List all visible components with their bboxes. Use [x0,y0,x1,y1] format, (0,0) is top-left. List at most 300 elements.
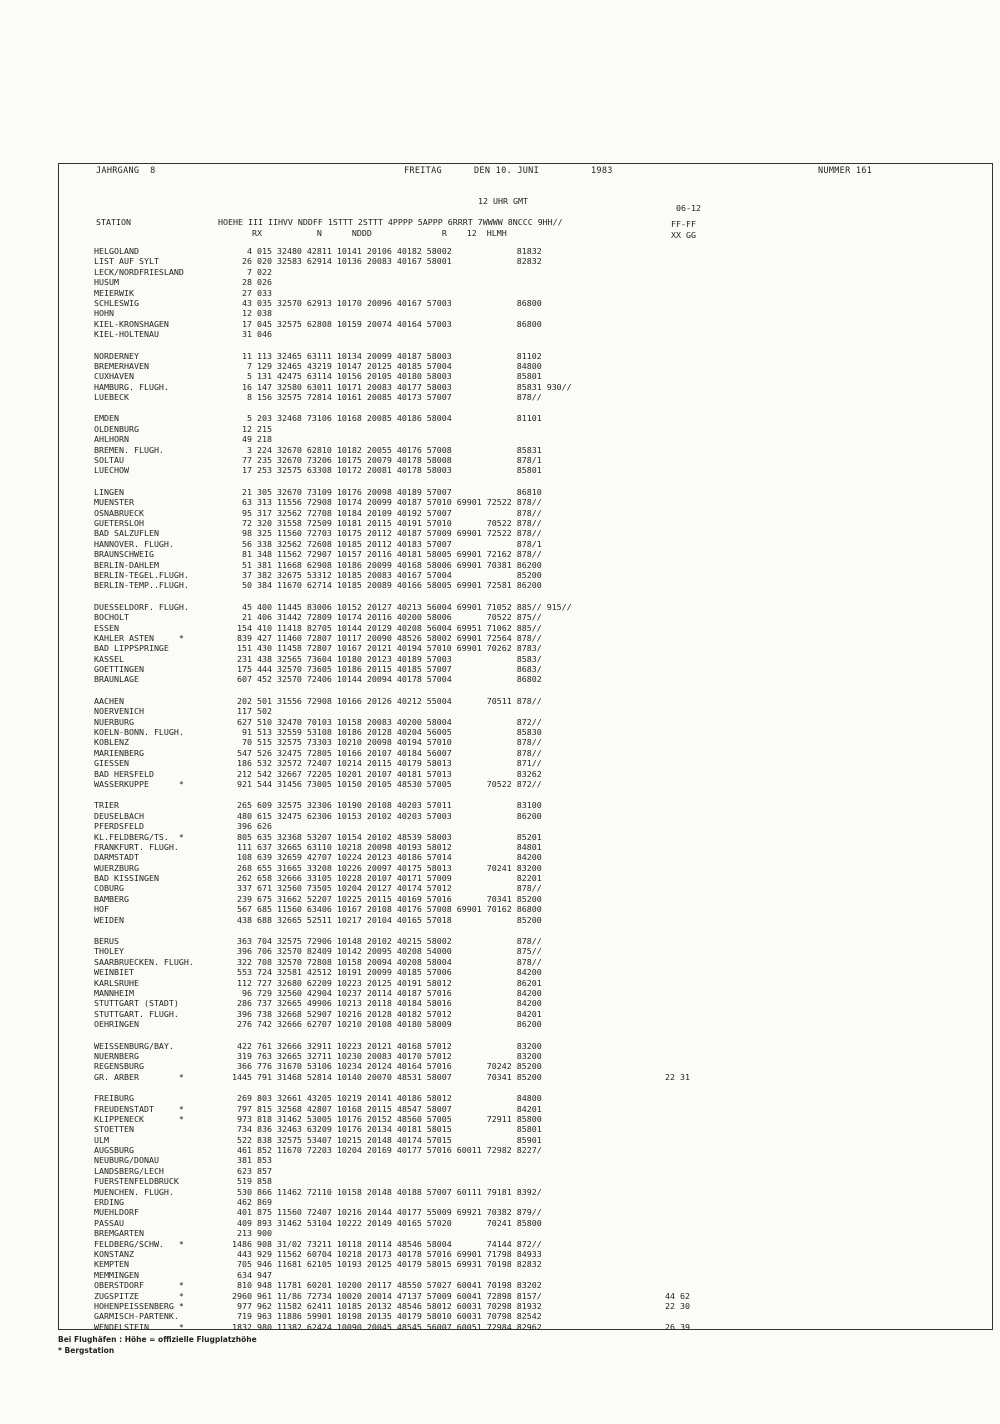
station-data: 1832 980 11382 62424 10090 20045 48545 56007 60051 72984 82962 [232,1321,542,1332]
station-extra: 22 30 [665,1300,690,1311]
extra-column-subheader: XX GG [671,230,696,240]
station-extra [665,967,690,977]
station-name: BERLIN-TEMP..FLUGH. [94,580,189,591]
station-data: 719 963 11886 59901 10198 20135 40179 58010 60031 70798 82542 [232,1311,542,1322]
station-data: 553 724 32581 42512 10191 20099 40185 57006 84200 [232,967,542,978]
station-name: BERLIN-TEGEL.FLUGH. [94,569,189,580]
station-data: 17 045 32575 62808 10159 20074 40164 57003 86800 [232,318,542,329]
station-extra [665,267,690,277]
station-extra [665,1041,690,1051]
station-name: LINGEN [94,486,124,497]
station-extra [665,497,690,507]
extra-time: 06-12 [676,203,701,213]
station-extra [665,371,690,381]
station-extra [665,883,690,893]
station-extra [665,1259,690,1269]
station-name: MEIERWIK [94,287,134,298]
station-name: BERUS [94,936,119,947]
station-name: GOETTINGEN [94,664,144,675]
station-data: 108 639 32659 42707 10224 20123 40186 57014 84200 [232,852,542,863]
station-column [94,246,194,1332]
date-label: DEN 10. JUNI [474,166,540,176]
station-name: HOF [94,904,109,915]
station-name: SCHLESWIG [94,297,139,308]
station-extra [665,832,690,842]
station-name: FELDBERG/SCHW. * [94,1238,184,1249]
station-extra [665,800,690,810]
station-data: 363 704 32575 72906 10148 20102 40215 58002 878// [232,936,542,947]
station-extra [665,664,690,674]
station-name: OLDENBURG [94,423,139,434]
station-name: ESSEN [94,622,119,633]
station-name: HAMBURG. FLUGH. [94,381,169,392]
station-name: STOETTEN [94,1124,134,1135]
station-extra [665,842,690,852]
station-name: BREMGARTEN [94,1228,144,1239]
station-data: 117 502 [232,706,272,717]
station-data: 96 729 32560 42904 10237 20114 40187 57016 84200 [232,988,542,998]
station-name: AACHEN [94,695,124,706]
station-data: 268 655 31665 33208 10226 20097 40175 58013 70241 83200 [232,862,542,873]
station-data: 43 035 32570 62913 10170 20096 40167 57003 86800 [232,297,542,308]
station-name: FUERSTENFELDBRUCK [94,1176,179,1187]
station-extra [665,329,690,339]
station-name: STUTTGART. FLUGH. [94,1008,179,1019]
station-data: 50 384 11670 62714 10185 20089 40166 58005 69901 72581 86200 [232,580,542,591]
station-extra [665,957,690,967]
station-extra [665,246,690,256]
station-name: LUEBECK [94,392,129,403]
station-extra [665,1228,690,1238]
station-name: HANNOVER. FLUGH. [94,538,174,549]
station-name: KASSEL [94,653,124,664]
station-extra [665,623,690,633]
station-extra [665,298,690,308]
station-name: WEISSENBURG/BAY. [94,1040,174,1051]
station-data: 337 671 32560 73505 10204 20127 40174 57012 878// [232,883,542,894]
station-name: DEUSELBACH [94,810,144,821]
station-name: MARIENBERG [94,747,144,758]
station-extra [665,1239,690,1249]
station-data: 56 338 32562 72608 10185 20112 40183 57007 878/1 [232,538,542,549]
station-name: BREMERHAVEN [94,360,149,371]
station-name: KL.FELDBERG/TS. * [94,831,184,842]
station-data: 262 658 32666 33105 10228 20107 40171 57009 82201 [232,873,542,884]
footnote-mountain-station: * Bergstation [58,1346,115,1355]
station-name: WEIDEN [94,914,124,925]
station-name: DARMSTADT [94,852,139,863]
station-data: 921 544 31456 73005 10150 20105 48530 57005 70522 872// [232,778,542,789]
station-name: OSNABRUECK [94,507,144,518]
station-data: 81 348 11562 72907 10157 20116 40181 58005 69901 72162 878// [232,549,542,560]
station-extra [665,1311,690,1321]
station-data: 396 706 32570 82409 10142 20095 40208 54000 875// [232,946,542,957]
station-extra [665,821,690,831]
station-extra [665,518,690,528]
station-name: NORDERNEY [94,350,139,361]
station-extra [665,361,690,371]
station-data: 480 615 32475 62306 10153 20102 40203 57003 86200 [232,810,542,821]
station-extra [665,308,690,318]
station-data: 839 427 11460 72807 10117 20090 48526 58002 69901 72564 878// [232,632,542,643]
station-data: 422 761 32666 32911 10223 20121 40168 57012 83200 [232,1040,542,1051]
station-name: BREMEN. FLUGH. [94,444,164,455]
station-extra [665,674,690,684]
station-name: FREIBURG [94,1093,134,1104]
station-extra [665,758,690,768]
station-extra [665,1197,690,1207]
station-name: GUETERSLOH [94,517,144,528]
station-extra [665,633,690,643]
station-data: 627 510 32470 70103 10158 20083 40200 58004 872// [232,716,542,727]
station-extra [665,256,690,266]
station-data: 3 224 32670 62810 10182 20055 40176 57008 85831 [232,444,542,455]
station-name: FRANKFURT. FLUGH. [94,841,179,852]
station-extra [665,717,690,727]
station-data: 213 900 [232,1228,272,1239]
station-name: BAD LIPPSPRINGE [94,643,169,654]
station-data: 202 501 31556 72908 10166 20126 40212 55004 70511 878// [232,695,542,706]
station-data: 27 033 [232,287,272,298]
station-name: BRAUNSCHWEIG [94,549,154,560]
station-data: 98 325 11560 72703 10175 20112 40187 57009 69901 72522 878// [232,528,542,539]
station-name: KEMPTEN [94,1259,129,1270]
station-extra [665,863,690,873]
station-extra [665,351,690,361]
station-data: 70 515 32575 73303 10210 20098 40194 57010 878// [232,737,542,748]
station-data: 21 305 32670 73109 10176 20098 40189 57007 86810 [232,486,542,497]
station-name: LECK/NORDFRIESLAND [94,266,184,277]
station-data: 231 438 32565 73604 10180 20123 40189 57003 8583/ [232,653,542,664]
station-extra [665,487,690,497]
station-extra: 44 62 [665,1290,690,1301]
station-name: MANNHEIM [94,988,134,998]
station-data: 21 406 31442 72809 10174 20116 40200 58006 70522 875// [232,612,542,623]
station-extra [665,528,690,538]
data-column [232,246,572,1332]
station-data: 319 763 32665 32711 10230 20083 40170 57012 83200 [232,1050,542,1061]
station-data: 269 803 32661 43205 10219 20141 40186 58012 84800 [232,1093,542,1104]
station-name: KIEL-KRONSHAGEN [94,318,169,329]
station-extra [665,894,690,904]
station-name: LANDSBERG/LECH [94,1165,164,1176]
station-data: 7 129 32465 43219 10147 20125 40185 57004 84800 [232,360,542,371]
station-name: WASSERKUPPE * [94,778,184,789]
station-extra [665,748,690,758]
station-extra [665,382,690,392]
station-data: 1445 791 31468 52814 10140 20070 48531 58007 70341 85200 [232,1071,542,1082]
station-name: HELGOLAND [94,246,139,256]
station-data: 276 742 32666 62707 10210 20108 40180 58009 86200 [232,1019,542,1030]
station-name: AUGSBURG [94,1145,134,1156]
station-extra [665,539,690,549]
station-name: AHLHORN [94,434,129,445]
station-extra [665,465,690,475]
station-extra [665,1104,690,1114]
station-extra [665,549,690,559]
station-name: BRAUNLAGE [94,674,139,685]
station-extra [665,873,690,883]
station-data: 45 400 11445 83006 10152 20127 40213 56004 69901 71052 885// 915// [232,601,572,612]
station-name: KIEL-HOLTENAU [94,329,159,340]
station-data: 396 626 [232,821,272,832]
station-name: KONSTANZ [94,1248,134,1259]
station-data: 4 015 32480 42811 10141 20106 40182 58002 81832 [232,246,542,256]
station-name: ULM [94,1134,109,1145]
station-data: 530 866 11462 72110 10158 20148 40188 57007 60111 79181 8392/ [232,1186,542,1197]
station-name: MUENSTER [94,497,134,508]
station-extra [665,852,690,862]
station-name: MUENCHEN. FLUGH. [94,1186,174,1197]
station-data: 438 688 32665 52511 10217 20104 40165 57018 85200 [232,914,542,925]
code-column-header: HOEHE III IIHVV NDDFF 1STTT 2STTT 4PPPP 5APPP 6RRRT 7WWWW 8NCCC 9HH// [218,217,563,227]
station-extra [665,654,690,664]
station-data: 11 113 32465 63111 10134 20099 40187 58003 81102 [232,350,542,361]
station-data: 186 532 32572 72407 10214 20115 40179 58013 871// [232,758,542,769]
station-extra [665,946,690,956]
station-extra [665,811,690,821]
code-column-subheader: RX N NDDD R 12 HLMH [252,228,507,238]
station-data: 95 317 32562 72708 10184 20109 40192 57007 878// [232,507,542,518]
station-extra [665,1135,690,1145]
station-data: 7 022 [232,266,272,277]
station-name: DUESSELDORF. FLUGH. [94,601,189,612]
station-name: OEHRINGEN [94,1019,139,1030]
station-name: THOLEY [94,946,124,957]
station-extra [665,602,690,612]
station-data: 151 430 11458 72807 10167 20121 40194 57010 69901 70262 8783/ [232,643,542,654]
station-name: COBURG [94,883,124,894]
station-extra [665,737,690,747]
station-data: 26 020 32583 62914 10136 20083 40167 58001 82832 [232,256,542,267]
weekday-label: FREITAG [404,166,442,176]
station-extra [665,643,690,653]
station-name: HOHENPEISSENBERG * [94,1300,184,1311]
station-data: 8 156 32575 72814 10161 20085 40173 57007 878// [232,392,542,403]
station-extra [665,1166,690,1176]
station-data: 461 852 11670 72203 10204 20169 40177 57016 60011 72982 8227/ [232,1145,542,1156]
station-data: 239 675 31662 52207 10225 20115 40169 57016 70341 85200 [232,893,542,904]
station-data: 443 929 11562 60704 10218 20173 40178 57016 69901 71798 84933 [232,1248,542,1259]
station-data: 17 253 32575 63308 10172 20081 40178 58003 85801 [232,465,542,476]
station-data: 797 815 32568 42807 10168 20115 48547 58007 84201 [232,1103,542,1114]
station-data: 112 727 32680 62209 10223 20125 40191 58012 86201 [232,977,542,988]
station-extra [665,445,690,455]
station-data: 5 131 42475 63114 10156 20105 40180 58003 85801 [232,371,542,382]
station-extra [665,1187,690,1197]
station-extra: 22 31 [665,1071,690,1082]
station-data: 462 869 [232,1197,272,1208]
station-data: 5 203 32468 73106 10168 20085 40186 58004 81101 [232,413,542,424]
station-data: 1486 908 31/02 73211 10118 20114 48546 58004 74144 872// [232,1238,542,1249]
station-name: LIST AUF SYLT [94,256,159,267]
station-data: 401 875 11560 72407 10216 20144 40177 55009 69921 70382 879// [232,1207,542,1218]
station-extra [665,570,690,580]
station-extra [665,1207,690,1217]
station-extra [665,1249,690,1259]
station-extra [665,706,690,716]
station-name: KOELN-BONN. FLUGH. [94,727,184,738]
year-number: 1983 [591,166,613,176]
station-extra [665,455,690,465]
station-extra [665,1218,690,1228]
station-column-header: STATION [96,217,131,227]
station-name: NUERNBERG [94,1050,139,1061]
station-extra [665,978,690,988]
station-extra [665,1009,690,1019]
station-name: TRIER [94,800,119,811]
station-data: 49 218 [232,434,272,445]
station-data: 805 635 32368 53207 10154 20102 48539 58003 85201 [232,831,542,842]
station-data: 51 381 11668 62908 10186 20099 40168 58006 69901 70381 86200 [232,559,542,570]
station-data: 286 737 32665 49906 10213 20118 40184 58016 84200 [232,998,542,1009]
station-extra [665,319,690,329]
station-extra [665,508,690,518]
station-name: BAMBERG [94,893,129,904]
station-name: NUERBURG [94,716,134,727]
station-name: NOERVENICH [94,706,144,717]
year-label: JAHRGANG 8 [96,166,156,176]
station-extra [665,434,690,444]
station-data: 72 320 31558 72509 10181 20115 40191 57010 70522 878// [232,517,542,528]
station-data: 175 444 32570 73605 10186 20115 40185 57007 8683/ [232,664,542,675]
station-extra: 26 39 [665,1321,690,1332]
station-name: NEUBURG/DONAU [94,1155,159,1166]
station-extra [665,1155,690,1165]
station-name: GIESSEN [94,758,129,769]
station-extra [665,612,690,622]
station-name: BOCHOLT [94,612,129,623]
station-extra [665,696,690,706]
footnote-airport-height: Bei Flughäfen : Höhe = offizielle Flugplatzhöhe [58,1335,257,1344]
station-name: BAD HERSFELD [94,768,154,779]
station-extra [665,915,690,925]
station-data: 381 853 [232,1155,272,1166]
issue-number: NUMMER 161 [818,166,873,176]
station-extra [665,1145,690,1155]
station-data: 547 526 32475 72805 10166 20107 40184 56007 878// [232,747,542,758]
station-name: REGENSBURG [94,1061,144,1072]
station-name: ERDING [94,1197,124,1208]
station-data: 973 818 31462 53005 10176 20152 48560 57005 72911 85800 [232,1113,542,1124]
station-data: 77 235 32670 73206 10175 20079 40178 58008 878/1 [232,455,542,466]
station-name: OBERSTDORF * [94,1280,184,1291]
station-extra [665,1019,690,1029]
station-extra [665,1124,690,1134]
station-name: SOLTAU [94,455,124,466]
station-extra [665,1114,690,1124]
station-data: 567 685 11560 63406 10167 20108 40176 57008 69901 70162 86800 [232,904,542,915]
station-data: 63 313 11556 72908 10174 20099 40187 57010 69901 72522 878// [232,497,542,508]
station-data: 607 452 32570 72406 10144 20094 40178 57004 86802 [232,674,542,685]
station-name: KLIPPENECK * [94,1113,184,1124]
station-extra [665,277,690,287]
station-extra [665,1051,690,1061]
station-data: 37 382 32675 53312 10185 20083 40167 57004 85200 [232,569,542,580]
station-extra [665,1280,690,1290]
station-name: PFERDSFELD [94,821,144,832]
station-data: 810 948 11781 60201 10200 20117 48550 57027 60041 70198 83202 [232,1280,542,1291]
station-extra [665,936,690,946]
station-name: GARMISCH-PARTENK. [94,1311,179,1322]
extra-column-header: FF-FF [671,219,696,229]
station-data: 623 857 [232,1165,272,1176]
station-name: PASSAU [94,1217,124,1228]
station-data: 2960 961 11/86 72734 10020 20014 47137 57009 60041 72898 8157/ [232,1290,542,1301]
station-extra [665,769,690,779]
station-name: FREUDENSTADT * [94,1103,184,1114]
station-name: LUECHOW [94,465,129,476]
station-data: 111 637 32665 63110 10218 20098 40193 58012 84801 [232,841,542,852]
station-name: KAHLER ASTEN * [94,632,184,643]
station-data: 91 513 32559 53108 10186 20128 40204 56005 85830 [232,727,542,738]
station-data: 366 776 31670 53106 10234 20124 40164 57016 70242 85200 [232,1061,542,1072]
station-data: 409 893 31462 53104 10222 20149 40165 57020 70241 85800 [232,1217,542,1228]
station-data: 12 215 [232,423,272,434]
station-data: 12 038 [232,308,272,319]
station-name: ZUGSPITZE * [94,1290,184,1301]
station-name: BAD KISSINGEN [94,873,159,884]
station-name: KARLSRUHE [94,977,139,988]
station-extra [665,1093,690,1103]
station-name: SAARBRUECKEN. FLUGH. [94,956,194,967]
station-name: BAD SALZUFLEN [94,528,159,539]
station-name: EMDEN [94,413,119,424]
station-data: 28 026 [232,277,272,288]
station-data: 396 738 32668 52907 10216 20128 40182 57012 84201 [232,1008,542,1019]
station-extra [665,424,690,434]
station-name: WEINBIET [94,967,134,978]
station-extra [665,560,690,570]
station-extra [665,998,690,1008]
station-extra [665,288,690,298]
station-name: MEMMINGEN [94,1269,139,1280]
station-data: 977 962 11582 62411 10185 20132 48546 58012 60031 70298 81932 [232,1300,542,1311]
station-extra [665,1176,690,1186]
station-extra [665,392,690,402]
station-data: 705 946 11681 62105 10193 20125 40179 58015 69931 70198 82832 [232,1259,542,1270]
extra-column [665,246,690,1332]
station-extra [665,727,690,737]
station-data: 322 708 32570 72808 10158 20094 40208 58004 878// [232,956,542,967]
station-name: WUERZBURG [94,862,139,873]
station-data: 265 609 32575 32306 10190 20108 40203 57011 83100 [232,800,542,811]
station-name: GR. ARBER * [94,1071,184,1082]
station-data: 212 542 32667 72205 10201 20107 40181 57013 83262 [232,768,542,779]
station-extra [665,580,690,590]
station-data: 16 147 32580 63011 10171 20083 40177 58003 85831 930// [232,381,572,392]
station-name: MUEHLDORF [94,1207,139,1218]
station-name: STUTTGART (STADT) [94,998,179,1009]
observation-time: 12 UHR GMT [478,196,528,206]
station-data: 154 410 11418 82705 10144 20129 40208 56004 69951 71062 885// [232,622,542,633]
station-name: HUSUM [94,277,119,288]
station-extra [665,904,690,914]
station-data: 734 836 32463 63209 10176 20134 40181 58015 85801 [232,1124,542,1135]
station-extra [665,1270,690,1280]
station-extra [665,988,690,998]
station-data: 31 046 [232,329,272,340]
station-extra [665,779,690,789]
station-data: 522 838 32575 53407 10215 20148 40174 57015 85901 [232,1134,542,1145]
station-data: 519 858 [232,1176,272,1187]
station-extra [665,413,690,423]
station-data: 634 947 [232,1269,272,1280]
station-name: KOBLENZ [94,737,129,748]
station-name: CUXHAVEN [94,371,134,382]
station-name: WENDELSTEIN * [94,1321,184,1332]
station-name: HOHN [94,308,114,319]
